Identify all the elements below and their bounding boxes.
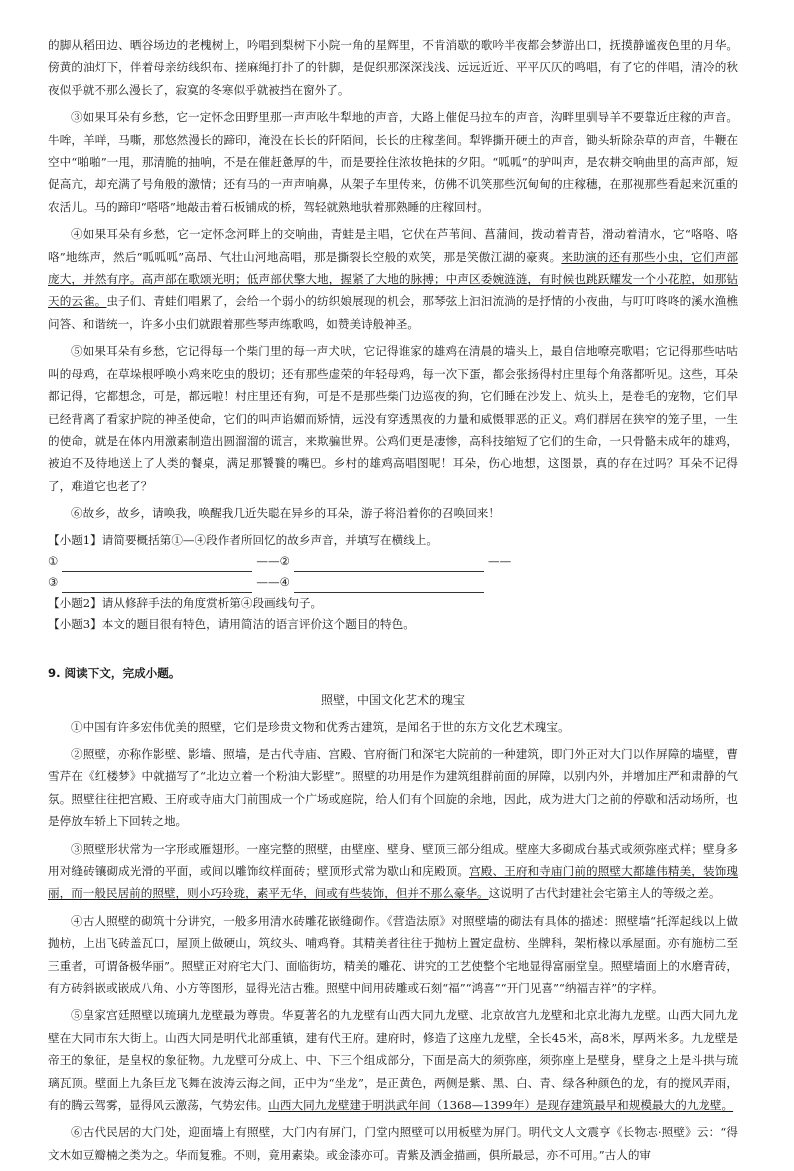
paragraph-4-text-a: ④如果耳朵有乡愁，它一定怀念河畔上的交响曲，青蛙是主唱，它伏在芦苇间、菖蒲间，拨动着青苔，滑动着清水，它“咯咯、咯咯”地练声，然后“呱呱呱”高昂、气壮山河地高唱，那是撕裂长空般的欢笑，那是笑傲江湖的豪爽。: [48, 227, 738, 264]
answer-label-3: ③: [48, 574, 59, 589]
article-paragraph-3-text-a: ③照壁形状常为一字形或雁翅形。一座完整的照壁，由壁座、壁身、壁顶三部分组成。壁座大多砌成台基式或须弥座式样；壁身多用对缝砖镶砌成光滑的平面，或间以雕饰纹样面砖；壁顶形式常为歇山和庑殿顶。: [48, 841, 738, 878]
answer-row-1: [48, 551, 738, 572]
answer-blank-2[interactable]: [294, 556, 484, 572]
answer-blank-1[interactable]: [62, 556, 252, 572]
paragraph-5: ⑤如果耳朵有乡愁，它记得每一个柴门里的每一声犬吠，它记得谁家的雄鸡在清晨的墙头上，最自信地嘹亮歌唱；它记得那些咕咕叫的母鸡，在草垛根呼唤小鸡来吃虫的殷切；还有那些虚荣的年轻母鸡，每一次下蛋，都会张扬得村庄里每个角落都听见。这些，耳朵都记得，它都想念，可是，都远啦！村庄里还有狗，可是不是那些柴门边巡夜的狗，它们睡在沙发上、炕头上，是卷毛的宠物，它们早已经背离了看家护院的神圣使命，它们的叫声谄媚而矫情，远没有穿透黑夜的力量和威慑罪恶的正义。鸡们群居在狭窄的笼子里，一生的使命，就是在体内用激素制造出圆溜溜的谎言，来欺骗世界。公鸡们更是凄惨，高科技缩短了它们的生命，一只骨骼未成年的雄鸡，被迫不及待地送上了人类的餐桌，满足那饕餮的嘴巴。乡村的雄鸡高唱图呢！耳朵，伤心地想，这图景，真的存在过吗？耳朵不记得了，难道它也老了？: [48, 344, 738, 493]
paragraph-4: [48, 223, 738, 335]
paragraph-6: ⑥故乡，故乡，请唤我，唤醒我几近失聪在异乡的耳朵，游子将沿着你的召唤回来！: [71, 506, 500, 521]
article-paragraph-5-text: ⑤皇家宫廷照壁以琉璃九龙壁最为尊贵。华夏著名的九龙壁有山西大同九龙壁、北京故宫九龙壁和北京北海九龙壁。山西大同九龙壁在大同市东大街上。山西大同是明代北部重镇，建有代王府。建府时，修造了这座九龙壁，全长45米，高8米，厚两米多。九龙壁是帝王的象征，是皇权的象征物。九龙壁可分成上、中、下三个组成部分，下面是高大的须弥座，须弥座上是壁身，壁身之上是斗拱与琉璃瓦顶。壁面上九条巨龙飞舞在波涛云海之间，正中为“坐龙”，是正黄色，两侧是紫、黑、白、青、绿各种颜色的龙，有的搅风弄雨，有的腾云驾雾，显得风云激荡，气势宏伟。: [48, 1008, 738, 1113]
article-paragraph-1: ①中国有许多宏伟优美的照壁，它们是珍贵文物和优秀古建筑，是闻名于世的东方文化艺术瑰宝。: [71, 719, 570, 734]
answer-blank-3[interactable]: [62, 577, 252, 593]
paragraph-2-end: 的脚从稻田边、晒谷场边的老槐树上，吟唱到梨树下小院一角的星辉里，不肯消歇的歌吟半夜都会梦游出口，抚摸静谧夜色里的月华。傍黄的油灯下，伴着母亲纺线织布、搓麻绳打扑了的针脚，是促织那深深浅浅、远远近近、平平仄仄的鸣唱，有了它的伴唱，清冷的秋夜似乎就不那么漫长了，寂寞的冬寒似乎就被挡在窗外了。: [48, 38, 738, 97]
article-title: 照壁，中国文化艺术的瑰宝: [320, 692, 465, 707]
question-1: 【小题1】请简要概括第①—④段作者所回忆的故乡声音，并填写在横线上。: [48, 532, 438, 547]
question-3: 【小题3】本文的题目很有特色，请用简洁的语言评价这个题目的特色。: [48, 616, 415, 631]
answer-label-4: ——④: [256, 574, 290, 589]
article-paragraph-5-underlined-sentence: 山西大同九龙壁建于明洪武年间（1368—1399年）是现存建筑最早和规模最大的九龙壁。: [268, 1098, 734, 1113]
article-paragraph-4: ④古人照壁的砌筑十分讲究，一般多用清水砖雕花嵌缝砌作。《营造法原》对照壁墙的砌法有具体的描述：照壁墙“托浑起线以上做抛枋，上出飞砖盖瓦口，屋顶上做硬山，筑纹头、哺鸡脊。其精美者往往于抛枋上置定盘枋、坐牌科，架桁椽以承屋面。亦有施枋二至三重者，可谓备极华丽”。照壁正对府宅大门、面临街坊，精美的雕花、讲究的工艺使整个宅地显得富丽堂皇。照壁墙面上的水磨青砖，有方砖斜嵌或嵌成八角、小方等图形，显得光洁古雅。照壁中间用砖雕或石刻“福”“鸿喜”“开门见喜”“纳福吉祥”的字样。: [48, 913, 738, 995]
answer-label-2: ——②: [256, 553, 290, 568]
article-paragraph-3-text-b: 这说明了古代封建社会宅第主人的等级之差。: [488, 886, 721, 901]
question-2: 【小题2】请从修辞手法的角度赏析第④段画线句子。: [48, 595, 323, 610]
answer-blank-4[interactable]: [294, 577, 484, 593]
article-paragraph-3-underlined-sentence: 宫殿、王府和寺庙门前的照壁大都雄伟精美，装饰瑰丽，而一般民居前的照壁，则小巧玲珑，素平无华，间或有些装饰，但并不那么豪华。: [48, 863, 738, 901]
answer-label-1: ①: [48, 553, 59, 568]
answer-dash-end: ——: [488, 553, 512, 568]
paragraph-4-text-b: 虫子们、青蛙们唱累了，会给一个弱小的纺织娘展现的机会，那琴弦上汩汩流淌的是抒情的小夜曲，与叮叮咚咚的溪水渔樵问答、和谐统一，许多小虫们就跟着那些琴声练歌鸣，如赞美诗般神圣。: [48, 294, 738, 331]
article-paragraph-6: ⑥古代民居的大门处，迎面墙上有照壁，大门内有屏门，门堂内照壁可以用板壁为屏门。明代文人文震亨《长物志·照壁》云：“得文木如豆瓣楠之类为之。华而复雅。不则，竟用素染。或金漆亦可。青紫及洒金描画，俱所最忌，亦不可用。”古人的审: [48, 1125, 738, 1162]
article-paragraph-2: ②照壁，亦称作影壁、影墙、照墙，是古代寺庙、宫殿、官府衙门和深宅大院前的一种建筑，即门外正对大门以作屏障的墙壁，曹雪芹在《红楼梦》中就描写了“北边立着一个粉油大影壁”。照壁的功用是作为建筑组群前面的屏障，以别内外，并增加庄严和肃静的气氛。照壁往往把宫殿、王府或寺庙大门前围成一个广场或庭院，给人们有个回旋的余地，因此，成为进大门之前的停歇和活动场所，也是停放车轿上下回转之地。: [48, 746, 738, 829]
section-heading-9: 9. 阅读下文，完成小题。: [48, 665, 181, 680]
document-page: [48, 34, 738, 1171]
article-paragraph-3: [48, 838, 738, 905]
article-paragraph-5: [48, 1004, 738, 1116]
paragraph-3: ③如果耳朵有乡愁，它一定怀念田野里那一声声吆牛犁地的声音，大路上催促马拉车的声音，沟畔里驯导羊不要靠近庄稼的声音。牛哞，羊咩，马嘶，那悠然漫长的蹄印，淹没在长长的阡陌间，长长的庄稼垄间。犁铧撕开硬土的声音，锄头斩除杂草的声音，牛鞭在空中“啪啪”一甩，那清脆的抽响，不是在催赶惫厚的牛，而是要拴住浓妆艳抹的夕阳。“呱呱”的驴叫声，是农耕交响曲里的高声部，短促高亢，却充满了号角般的激情；还有马的一声声响鼻，从架子车里传来，仿佛不讥笑那些沉甸甸的庄稼穗，在那视那些看起来沉重的农活儿。马的蹄印“嗒嗒”地敲击着石板铺成的桥，驾轻就熟地驮着那熟睡的庄稼回村。: [48, 110, 738, 214]
answer-row-2: [48, 572, 738, 593]
paragraph-4-underlined-sentence: 来助演的还有那些小虫，它们声部庞大，并然有序。高声部在歌颂光明；低声部伏擎大地，握紧了大地的脉搏；中声区委婉涟涟，有时候也跳跃耀发一个小花腔，如那钻天的云雀。: [48, 249, 738, 309]
